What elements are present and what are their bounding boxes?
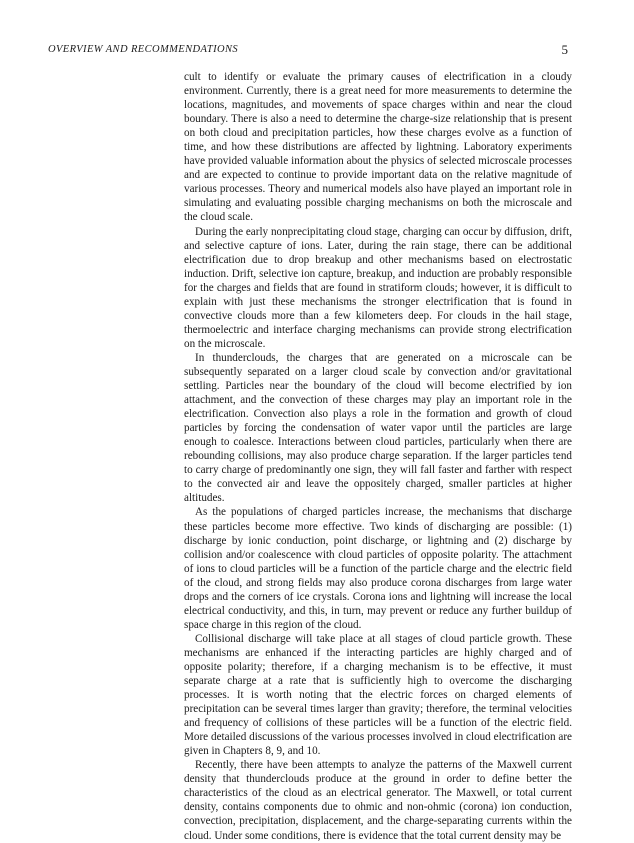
paragraph: In thunderclouds, the charges that are generated on a microscale can be subsequently separated on a larger cloud scale by convection and/or gravitational settling. Particles near the boundary of the cloud will become electrified by ion attachment, and the convection of these charges may play an important role in the electrification. Convection also plays a role in the formation and growth of cloud particles by forcing the condensation of water vapor until the particles are large enough to coalesce. Interactions between cloud particles, particularly when there are rebounding collisions, may also produce charge separation. If the larger particles tend to carry charge of predominantly one sign, they will fall faster and farther with respect to the convected air and leave the oppositely charged, smaller particles at higher altitudes. (184, 351, 572, 505)
page-number: 5 (561, 42, 568, 57)
paragraph: Recently, there have been attempts to analyze the patterns of the Maxwell current density that thunderclouds produce at the ground in order to define better the characteristics of the cloud as an electrical generator. The Maxwell, or total current density, contains components due to ohmic and non-ohmic (corona) ion conduction, convection, precipitation, displacement, and the charge-separating currents within the cloud. Under some conditions, there is evidence that the total current density may be (184, 759, 572, 842)
body-text (184, 70, 572, 843)
paragraph: During the early nonprecipitating cloud stage, charging can occur by diffusion, drift, and selective capture of ions. Later, during the rain stage, there can be additional electrification due to drop breakup and other mechanisms based on electrostatic induction. Drift, selective ion capture, breakup, and induction are probably responsible for the charges and fields that are found in stratiform clouds; however, it is difficult to explain with just these mechanisms the stronger electrification that is found in convective clouds more than a few kilometers deep. For clouds in the hail stage, thermoelectric and interface charging mechanisms can provide strong electrification on the microscale. (184, 225, 572, 350)
paragraph: Collisional discharge will take place at all stages of cloud particle growth. These mechanisms are enhanced if the interacting particles are highly charged and of opposite polarity; therefore, if a charging mechanism is to be effective, it must separate charge at a rate that is sufficiently high to overcome the discharging processes. It is worth noting that the electric forces on charged elements of precipitation can be several times larger than gravity; therefore, the terminal velocities and frequency of collisions of these particles will be a function of the electric field. More detailed discussions of the various processes involved in cloud electrification are given in Chapters 8, 9, and 10. (184, 632, 572, 758)
running-head (48, 44, 568, 64)
paragraph-continued: cult to identify or evaluate the primary causes of electrification in a cloudy environment. Currently, there is a great need for more measurements to determine the locations, magnitudes, and movements of space charges within and near the cloud boundary. There is also a need to determine the charge-size relationship that is present on both cloud and precipitation particles, how these charges evolve as a function of time, and how these distributions are affected by lightning. Laboratory experiments have provided valuable information about the physics of selected microscale processes and are expected to continue to provide important data on the relative magnitude of various processes. Theory and numerical models also have played an important role in simulating and evaluating possible charging mechanisms on both the microscale and the cloud scale. (184, 71, 572, 224)
running-title: OVERVIEW AND RECOMMENDATIONS (48, 44, 239, 55)
paragraph: As the populations of charged particles increase, the mechanisms that discharge these particles become more effective. Two kinds of discharging are possible: (1) discharge by ionic conduction, point discharge, or lightning and (2) discharge by collision and/or coalescence with cloud particles of opposite polarity. The attachment of ions to cloud particles will be a function of the particle charge and the electric field of the cloud, and strong fields may also produce corona discharges from large water drops and the corners of ice crystals. Corona ions and lightning will increase the local electrical conductivity, and this, in turn, may prevent or reduce any further buildup of space charge in this region of the cloud. (184, 506, 572, 631)
